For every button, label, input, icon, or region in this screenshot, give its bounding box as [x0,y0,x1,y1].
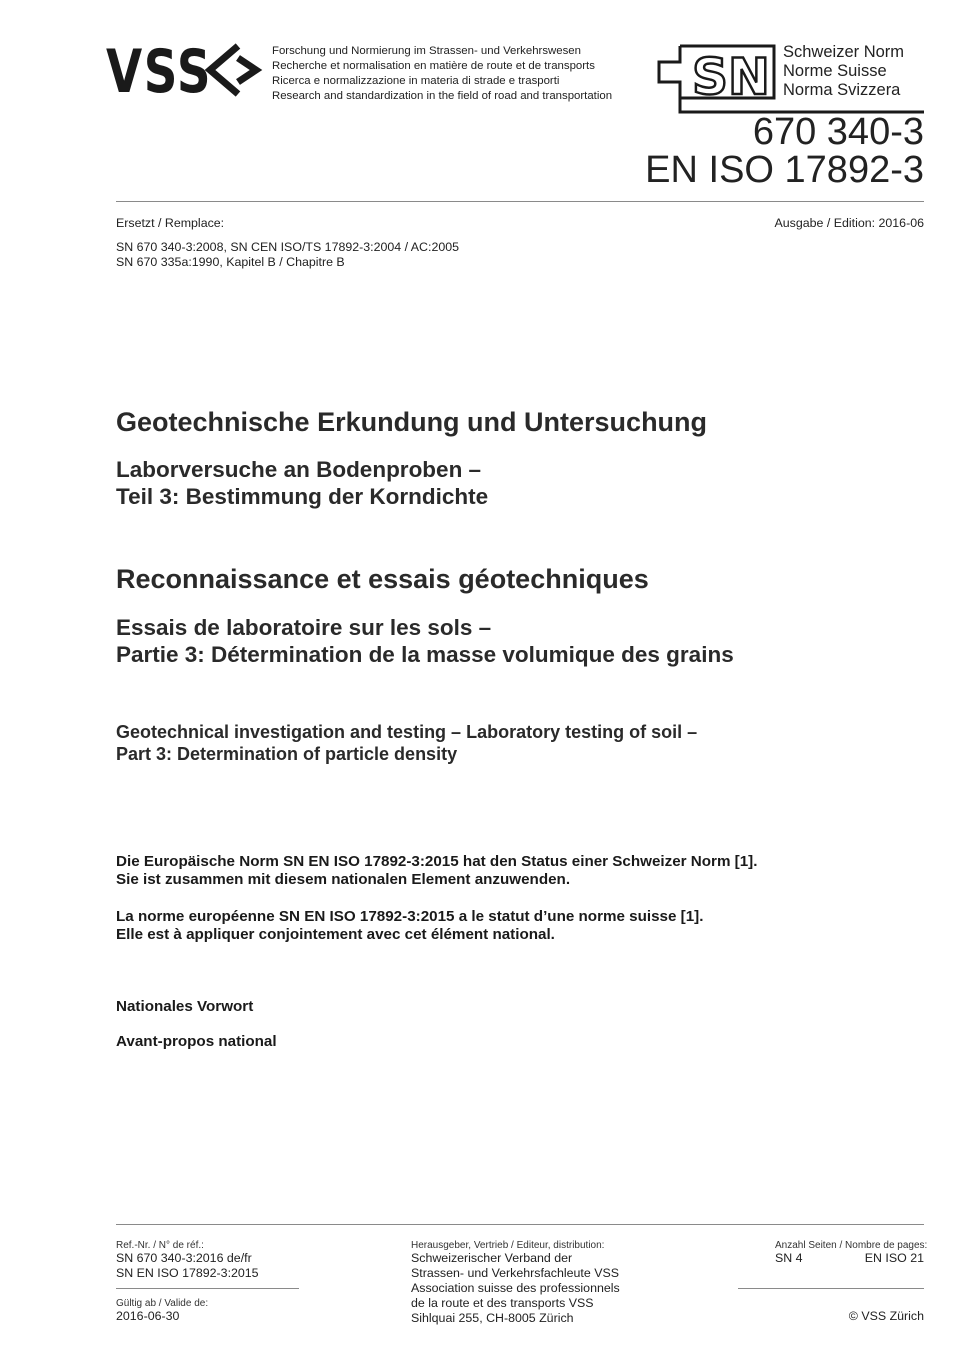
foreword-de: Nationales Vorwort [116,998,254,1015]
footer-divider [116,1224,924,1225]
pages-sn: SN 4 [775,1251,803,1265]
subtitle-line: Partie 3: Détermination de la masse volumique des grains [116,642,734,667]
title-en-line: Part 3: Determination of particle density [116,744,458,764]
subtitle-line: Laborversuche an Bodenproben – [116,457,482,482]
publisher-label: Herausgeber, Vertrieb / Editeur, distribution: [411,1240,605,1251]
norm-designation-line: Norme Suisse [783,62,887,80]
tagline-line: Recherche et normalisation en matière de route et de transports [272,60,595,72]
title-en-line: Geotechnical investigation and testing – Laboratory testing of soil – [116,722,698,742]
statement-line: Sie ist zusammen mit diesem nationalen Element anzuwenden. [116,871,571,888]
title-de: Geotechnische Erkundung und Untersuchung [116,407,708,437]
replaces-list [116,240,459,270]
publisher-line: Sihlquai 255, CH-8005 Zürich [411,1311,574,1325]
replaces-item: SN 670 335a:1990, Kapitel B / Chapitre B [116,255,345,269]
publisher-line: de la route et des transports VSS [411,1296,594,1310]
standard-number: 670 340-3 [752,111,924,153]
publisher-address [411,1251,620,1326]
publisher-line: Association suisse des professionnels [411,1281,620,1295]
publisher-line: Schweizerischer Verband der [411,1251,573,1265]
pages-en: EN ISO 21 [864,1251,924,1265]
replaces-label: Ersetzt / Remplace: [116,216,225,230]
pages-label: Anzahl Seiten / Nombre de pages: [775,1240,928,1251]
subtitle-de [116,456,488,510]
norm-designation [783,43,904,100]
ref-value: SN 670 340-3:2016 de/fr [116,1251,252,1265]
ref-value: SN EN ISO 17892-3:2015 [116,1266,259,1280]
norm-designation-line: Schweizer Norm [783,43,905,61]
header-divider [116,201,924,202]
ref-values [116,1251,259,1281]
statement-fr [116,908,703,944]
publisher-line: Strassen- und Verkehrsfachleute VSS [411,1266,620,1280]
statement-line: Die Europäische Norm SN EN ISO 17892-3:2015 hat den Status einer Schweizer Norm [1]. [116,853,758,870]
replaces-item: SN 670 340-3:2008, SN CEN ISO/TS 17892-3:2004 / AC:2005 [116,240,460,254]
footer-right-divider [738,1288,924,1289]
subtitle-line: Teil 3: Bestimmung der Korndichte [116,484,489,509]
ref-label: Ref.-Nr. / N° de réf.: [116,1240,204,1251]
sn-logo-letters: SN [692,48,770,106]
valid-value: 2016-06-30 [116,1309,180,1323]
subtitle-line: Essais de laboratoire sur les sols – [116,615,492,640]
vss-logo [106,40,266,102]
statement-line: La norme européenne SN EN ISO 17892-3:2015 a le statut d’une norme suisse [1]. [116,908,704,925]
copyright: © VSS Zürich [848,1309,924,1323]
subtitle-fr [116,614,734,668]
title-fr: Reconnaissance et essais géotechniques [116,564,649,594]
tagline-line: Forschung und Normierung im Strassen- und Verkehrswesen [272,45,581,57]
norm-designation-line: Norma Svizzera [783,81,901,99]
en-iso-number: EN ISO 17892-3 [645,149,924,191]
foreword-fr: Avant-propos national [116,1033,277,1050]
footer-left-divider [116,1288,299,1289]
valid-label: Gültig ab / Valide de: [116,1298,209,1309]
statement-line: Elle est à appliquer conjointement avec cet élément national. [116,926,555,943]
edition: Ausgabe / Edition: 2016-06 [774,216,924,230]
statement-de [116,853,757,889]
title-en [116,721,697,765]
organization-tagline [272,44,612,104]
tagline-line: Research and standardization in the field of road and transportation [272,90,613,102]
tagline-line: Ricerca e normalizzazione in materia di strade e trasporti [272,75,560,87]
vss-logo-text: VSS [106,40,213,102]
